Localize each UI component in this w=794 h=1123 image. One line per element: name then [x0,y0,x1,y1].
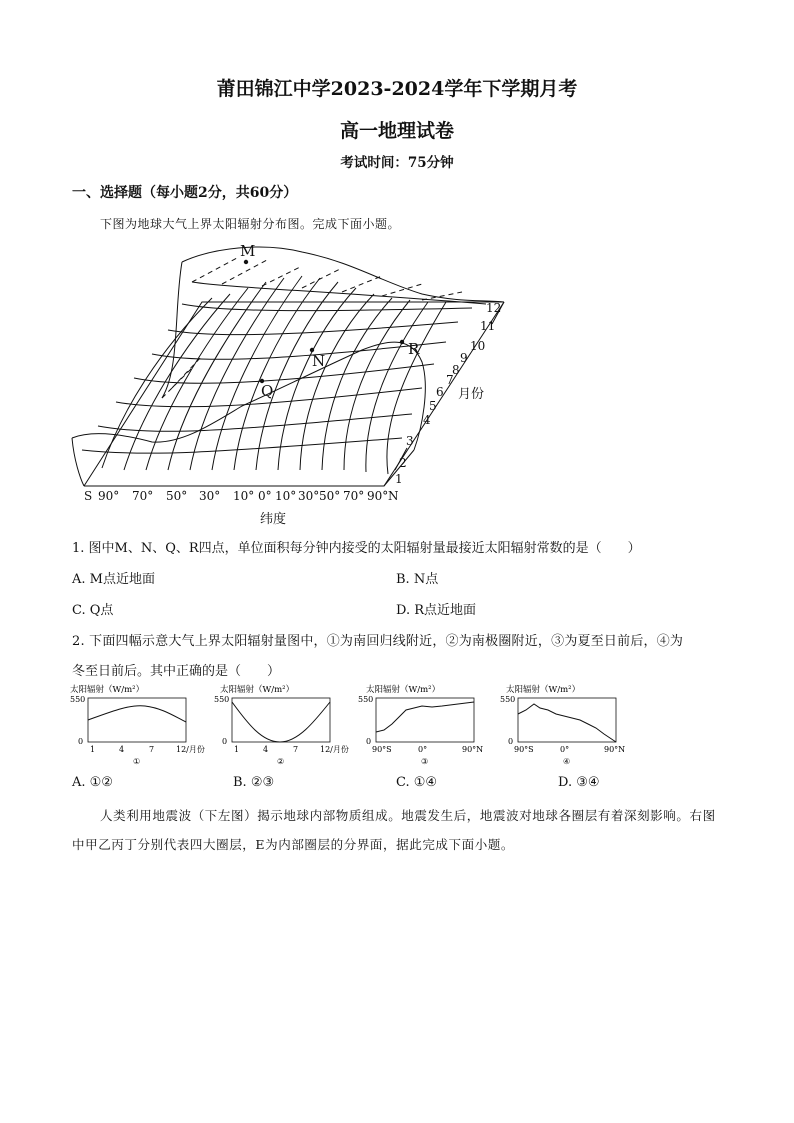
left-wall-edge [162,262,182,398]
mini-tick: 90°N [604,745,626,754]
question-2-stem-line2: 冬至日前后。其中正确的是（ ） [72,664,281,679]
q1-option-d: D. R点近地面 [396,603,477,618]
label-R: R [408,340,420,358]
q1-option-a: A. M点近地面 [72,572,155,587]
seismic-passage: 人类利用地震波（下左图）揭示地球内部物质组成。地震发生后，地震波对地球各圈层有着深刻影响。右图中甲乙丙丁分别代表四大圈层，E为内部圈层的分界面，据此完成下面小题。 [72,808,716,852]
mini-chart-1 [70,684,205,768]
label-N: N [312,352,326,370]
question-2-stem-line1: 2. 下面四幅示意大气上界太阳辐射量图中，①为南回归线附近，②为南极圈附近，③为夏至日前后，④为 [72,634,684,649]
page-subtitle: 高一地理试卷 [339,120,454,142]
month-tick: 6 [436,385,444,399]
figure-intro: 下图为地球大气上界太阳辐射分布图。完成下面小题。 [100,217,401,231]
mini-chart-1-curve [88,706,186,722]
mini-chart-ymax: 550 [358,695,374,704]
month-tick: 2 [399,456,407,470]
mini-tick: 90°N [462,745,484,754]
mini-chart-ytitle: 太阳辐射（W/m²） [220,685,295,695]
mini-tick: 12/月份 [176,745,205,754]
q2-option-d: D. ③④ [558,775,600,790]
surface-left-edge [72,438,84,486]
month-tick: 9 [460,351,468,365]
lat-tick: 50° [166,489,188,503]
mini-tick: 0° [418,745,428,754]
q2-option-c: C. ①④ [396,775,438,790]
mini-chart-ytitle: 太阳辐射（W/m²） [366,685,441,695]
month-axis-label: 月份 [458,387,485,402]
label-M: M [240,242,256,260]
exam-time: 考试时间：75分钟 [340,155,454,171]
mini-chart-ymin: 0 [78,737,84,746]
q1-option-c: C. Q点 [72,603,114,618]
month-tick: 8 [452,363,460,377]
month-tick: 10 [470,339,486,353]
month-tick: 7 [446,373,454,387]
lat-tick: 30° [199,489,221,503]
lat-tick: S [84,489,93,503]
point-M [244,260,248,264]
lat-tick: 30° [298,489,320,503]
mini-chart-ymin: 0 [508,737,514,746]
mini-tick: 7 [149,745,155,754]
point-R [400,340,404,344]
mini-tick: 90°S [514,745,534,754]
mini-chart-ymin: 0 [366,737,372,746]
section-heading: 一、选择题（每小题2分，共60分） [72,185,298,201]
mini-chart-3-curve [376,702,474,732]
lat-axis-label: 纬度 [260,512,287,527]
mini-chart-label: ④ [563,757,571,766]
question-1-stem: 1. 图中M、N、Q、R四点，单位面积每分钟内接受的太阳辐射量最接近太阳辐射常数的是（ ） [72,541,641,556]
mini-tick: 4 [119,745,125,754]
mini-tick: 7 [293,745,299,754]
lat-tick: 0° [258,489,272,503]
mini-chart-3 [358,684,488,768]
mini-chart-label: ③ [421,757,429,766]
solar-radiation-3d-figure [62,238,522,530]
lat-tick: 70° [343,489,365,503]
mini-tick: 1 [234,745,240,754]
mini-tick: 12/月份 [320,745,349,754]
mini-chart-ymax: 550 [500,695,516,704]
lat-tick: 90° [367,489,389,503]
lat-tick: 90° [98,489,120,503]
lat-tick: 10° [275,489,297,503]
lat-tick: 50° [319,489,341,503]
q1-option-b: B. N点 [396,572,439,587]
month-tick: 1 [395,472,403,486]
q2-option-a: A. ①② [72,775,113,790]
mini-chart-label: ① [133,757,141,766]
mini-tick: 1 [90,745,96,754]
month-tick: 5 [429,399,437,413]
mini-chart-label: ② [277,757,285,766]
mini-tick: 0° [560,745,570,754]
month-tick: 11 [480,319,496,333]
mini-tick: 90°S [372,745,392,754]
mini-chart-ymax: 550 [70,695,86,704]
label-Q: Q [261,382,274,400]
mini-chart-2-curve [232,702,330,742]
month-tick: 12 [486,301,502,315]
lat-tick: N [388,489,399,503]
lat-tick: 10° [233,489,255,503]
month-tick: 3 [406,434,414,448]
mini-chart-4-curve [518,704,616,742]
mini-chart-ymin: 0 [222,737,228,746]
mini-chart-2 [214,684,349,768]
mini-chart-ymax: 550 [214,695,230,704]
page-title: 莆田锦江中学2023-2024学年下学期月考 [216,78,578,100]
month-tick: 4 [423,413,431,427]
mini-tick: 4 [263,745,269,754]
mini-chart-4 [500,684,630,768]
mini-chart-ytitle: 太阳辐射（W/m²） [70,685,145,695]
q2-option-b: B. ②③ [233,775,275,790]
lat-tick: 70° [132,489,154,503]
mini-chart-ytitle: 太阳辐射（W/m²） [506,685,581,695]
